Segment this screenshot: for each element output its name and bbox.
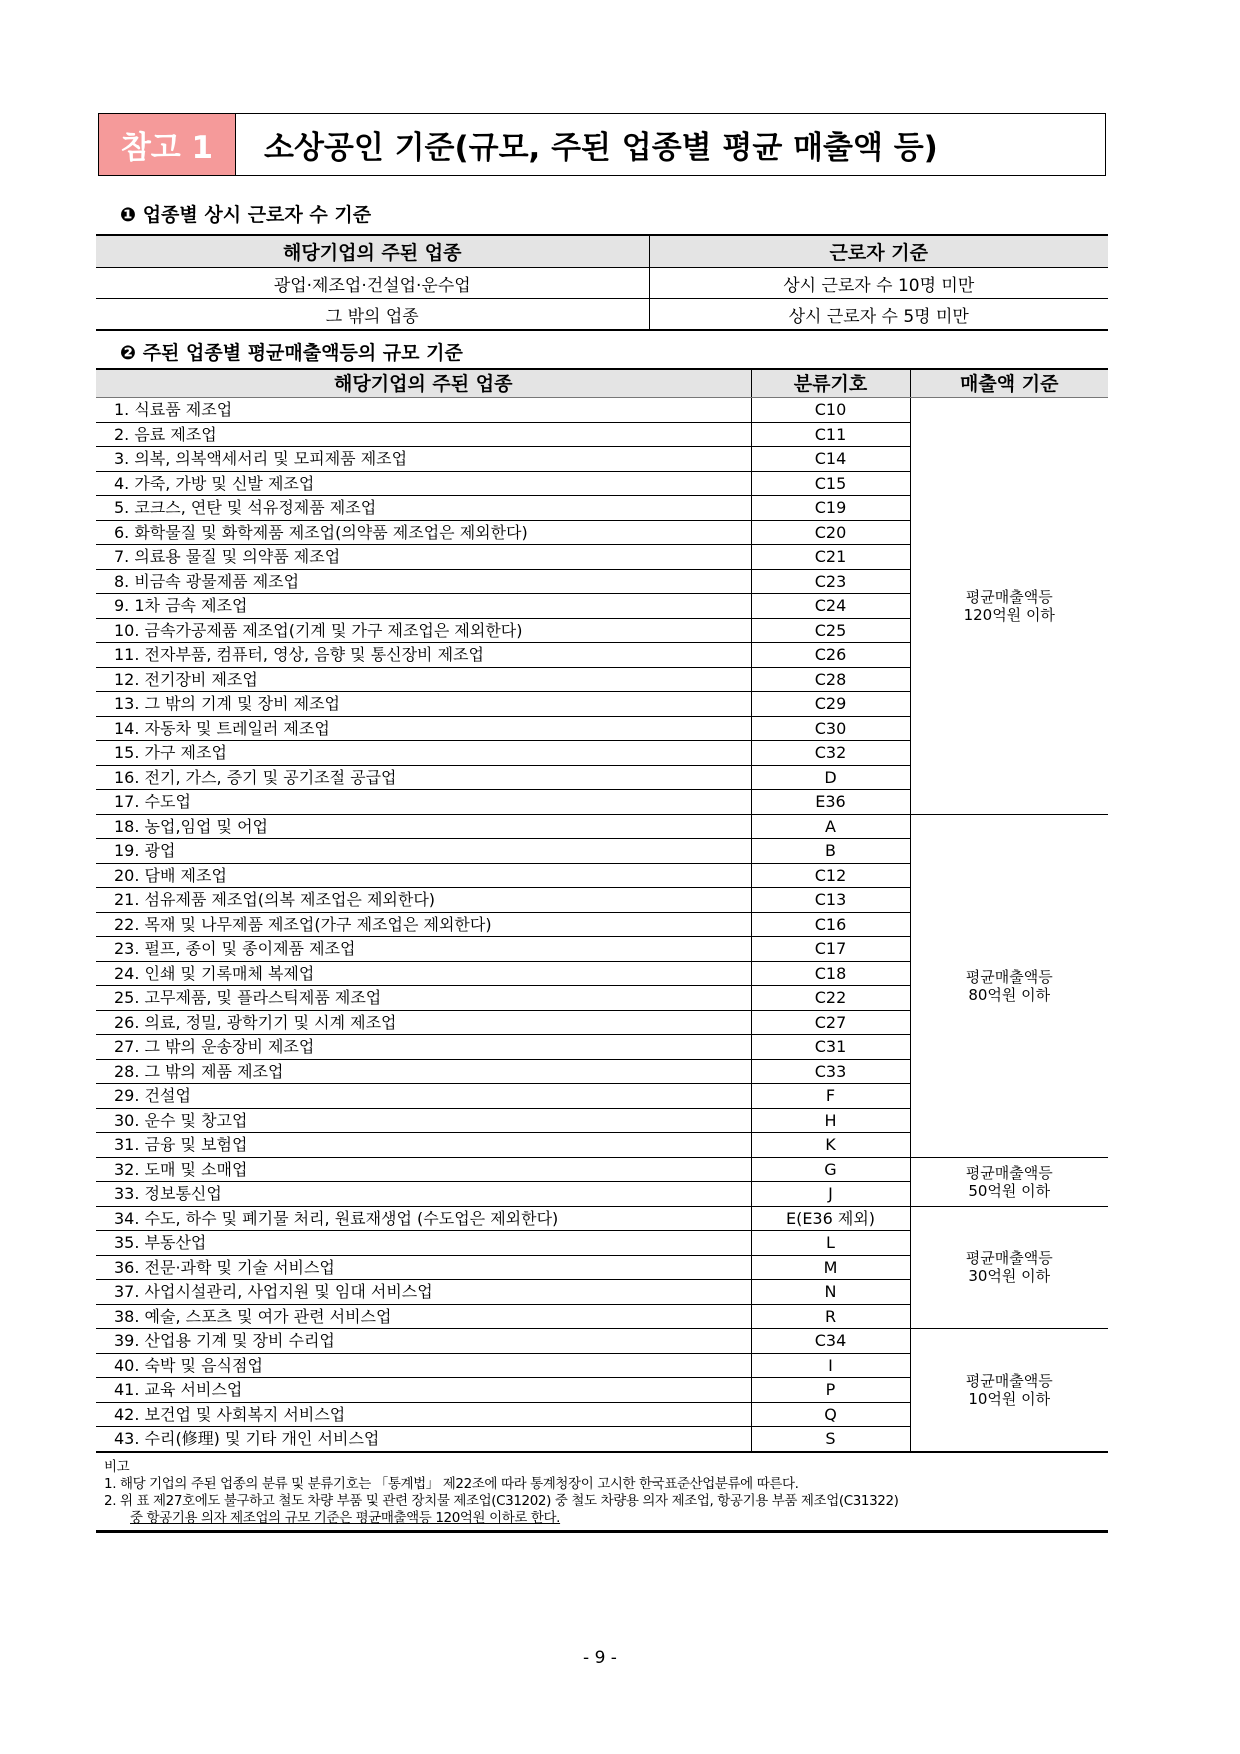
code-cell: C22 xyxy=(751,986,910,1011)
industry-cell: 31. 금융 및 보험업 xyxy=(96,1133,751,1158)
code-cell: Q xyxy=(751,1402,910,1427)
code-cell: C17 xyxy=(751,937,910,962)
code-cell: C13 xyxy=(751,888,910,913)
bottom-rule xyxy=(96,1530,1108,1533)
industry-cell: 1. 식료품 제조업 xyxy=(96,398,751,423)
code-cell: P xyxy=(751,1378,910,1403)
table-row xyxy=(96,268,1108,299)
code-cell: C10 xyxy=(751,398,910,423)
sales-criteria-cell xyxy=(910,814,1108,1157)
sales-criteria-cell xyxy=(910,1157,1108,1206)
code-cell: G xyxy=(751,1157,910,1182)
sales-criteria-cell xyxy=(910,398,1108,815)
code-cell: J xyxy=(751,1182,910,1207)
industry-cell: 22. 목재 및 나무제품 제조업(가구 제조업은 제외한다) xyxy=(96,912,751,937)
industry-cell: 18. 농업,임업 및 어업 xyxy=(96,814,751,839)
code-cell: C24 xyxy=(751,594,910,619)
code-cell: C34 xyxy=(751,1329,910,1354)
criteria-amount: 30억원 이하 xyxy=(968,1267,1051,1286)
criteria-amount: 50억원 이하 xyxy=(968,1181,1051,1200)
table-row xyxy=(96,398,1108,423)
table-header xyxy=(96,369,1108,398)
table-row xyxy=(96,1157,1108,1182)
industry-cell: 14. 자동차 및 트레일러 제조업 xyxy=(96,716,751,741)
industry-cell: 그 밖의 업종 xyxy=(96,299,649,331)
code-cell: N xyxy=(751,1280,910,1305)
code-cell: E(E36 제외) xyxy=(751,1206,910,1231)
section2-heading: ❷ 주된 업종별 평균매출액등의 규모 기준 xyxy=(120,342,463,364)
industry-cell: 19. 광업 xyxy=(96,839,751,864)
note-continuation: 중 항공기용 의자 제조업의 규모 기준은 평균매출액등 120억원 이하로 한다. xyxy=(130,1509,561,1526)
code-cell: C23 xyxy=(751,569,910,594)
industry-cell: 23. 펄프, 종이 및 종이제품 제조업 xyxy=(96,937,751,962)
code-cell: H xyxy=(751,1108,910,1133)
industry-cell: 5. 코크스, 연탄 및 석유정제품 제조업 xyxy=(96,496,751,521)
code-cell: C27 xyxy=(751,1010,910,1035)
code-cell: M xyxy=(751,1255,910,1280)
industry-cell: 광업·제조업·건설업·운수업 xyxy=(96,268,649,299)
industry-cell: 16. 전기, 가스, 증기 및 공기조절 공급업 xyxy=(96,765,751,790)
page-number: - 9 - xyxy=(583,1648,617,1668)
title-box xyxy=(98,113,1106,176)
column-header: 근로자 기준 xyxy=(649,235,1108,268)
criteria-cell: 상시 근로자 수 5명 미만 xyxy=(649,299,1108,331)
sales-criteria-cell xyxy=(910,1206,1108,1329)
industry-cell: 38. 예술, 스포츠 및 여가 관련 서비스업 xyxy=(96,1304,751,1329)
industry-cell: 28. 그 밖의 제품 제조업 xyxy=(96,1059,751,1084)
code-cell: C20 xyxy=(751,520,910,545)
code-cell: K xyxy=(751,1133,910,1158)
table-row xyxy=(96,1206,1108,1231)
code-cell: C29 xyxy=(751,692,910,717)
code-cell: I xyxy=(751,1353,910,1378)
criteria-cell: 상시 근로자 수 10명 미만 xyxy=(649,268,1108,299)
criteria-line: 평균매출액등 xyxy=(965,587,1053,606)
industry-cell: 12. 전기장비 제조업 xyxy=(96,667,751,692)
industry-cell: 40. 숙박 및 음식점업 xyxy=(96,1353,751,1378)
industry-cell: 13. 그 밖의 기계 및 장비 제조업 xyxy=(96,692,751,717)
page-title: 소상공인 기준(규모, 주된 업종별 평균 매출액 등) xyxy=(264,130,938,166)
table-row xyxy=(96,299,1108,331)
code-cell: E36 xyxy=(751,790,910,815)
notes-label: 비고 xyxy=(104,1458,130,1475)
code-cell: C14 xyxy=(751,447,910,472)
industry-cell: 42. 보건업 및 사회복지 서비스업 xyxy=(96,1402,751,1427)
table-row xyxy=(96,814,1108,839)
industry-cell: 39. 산업용 기계 및 장비 수리업 xyxy=(96,1329,751,1354)
industry-cell: 34. 수도, 하수 및 폐기물 처리, 원료재생업 (수도업은 제외한다) xyxy=(96,1206,751,1231)
code-cell: S xyxy=(751,1427,910,1452)
table-header xyxy=(96,235,1108,268)
industry-cell: 29. 건설업 xyxy=(96,1084,751,1109)
code-cell: C12 xyxy=(751,863,910,888)
table-row xyxy=(96,1329,1108,1354)
sales-section xyxy=(96,368,1108,1533)
industry-cell: 32. 도매 및 소매업 xyxy=(96,1157,751,1182)
industry-cell: 36. 전문·과학 및 기술 서비스업 xyxy=(96,1255,751,1280)
industry-cell: 9. 1차 금속 제조업 xyxy=(96,594,751,619)
column-header: 분류기호 xyxy=(751,369,910,398)
industry-cell: 41. 교육 서비스업 xyxy=(96,1378,751,1403)
code-cell: C18 xyxy=(751,961,910,986)
criteria-amount: 80억원 이하 xyxy=(968,985,1051,1004)
industry-cell: 27. 그 밖의 운송장비 제조업 xyxy=(96,1035,751,1060)
code-cell: C31 xyxy=(751,1035,910,1060)
industry-cell: 3. 의복, 의복액세서리 및 모피제품 제조업 xyxy=(96,447,751,472)
code-cell: C26 xyxy=(751,643,910,668)
code-cell: A xyxy=(751,814,910,839)
column-header: 해당기업의 주된 업종 xyxy=(96,235,649,268)
industry-cell: 8. 비금속 광물제품 제조업 xyxy=(96,569,751,594)
criteria-line: 평균매출액등 xyxy=(965,1163,1053,1182)
industry-cell: 35. 부동산업 xyxy=(96,1231,751,1256)
notes xyxy=(96,1459,1108,1527)
criteria-amount: 120억원 이하 xyxy=(963,605,1055,624)
industry-cell: 17. 수도업 xyxy=(96,790,751,815)
criteria-line: 평균매출액등 xyxy=(965,1371,1053,1390)
code-cell: F xyxy=(751,1084,910,1109)
industry-cell: 4. 가죽, 가방 및 신발 제조업 xyxy=(96,471,751,496)
code-cell: R xyxy=(751,1304,910,1329)
code-cell: C25 xyxy=(751,618,910,643)
reference-tag: 참고 1 xyxy=(99,114,236,175)
criteria-line: 평균매출액등 xyxy=(965,1249,1053,1268)
employee-criteria-table xyxy=(96,234,1108,331)
industry-cell: 25. 고무제품, 및 플라스틱제품 제조업 xyxy=(96,986,751,1011)
industry-cell: 30. 운수 및 창고업 xyxy=(96,1108,751,1133)
code-cell: C21 xyxy=(751,545,910,570)
industry-cell: 6. 화학물질 및 화학제품 제조업(의약품 제조업은 제외한다) xyxy=(96,520,751,545)
code-cell: L xyxy=(751,1231,910,1256)
industry-cell: 2. 음료 제조업 xyxy=(96,422,751,447)
industry-cell: 21. 섬유제품 제조업(의복 제조업은 제외한다) xyxy=(96,888,751,913)
industry-cell: 20. 담배 제조업 xyxy=(96,863,751,888)
code-cell: C28 xyxy=(751,667,910,692)
industry-cell: 37. 사업시설관리, 사업지원 및 임대 서비스업 xyxy=(96,1280,751,1305)
section1-heading: ❶ 업종별 상시 근로자 수 기준 xyxy=(120,204,372,226)
code-cell: B xyxy=(751,839,910,864)
code-cell: C30 xyxy=(751,716,910,741)
industry-cell: 24. 인쇄 및 기록매체 복제업 xyxy=(96,961,751,986)
industry-cell: 10. 금속가공제품 제조업(기계 및 가구 제조업은 제외한다) xyxy=(96,618,751,643)
industry-cell: 33. 정보통신업 xyxy=(96,1182,751,1207)
code-cell: C19 xyxy=(751,496,910,521)
code-cell: C15 xyxy=(751,471,910,496)
code-cell: C33 xyxy=(751,1059,910,1084)
note-item: 2. 위 표 제27호에도 불구하고 철도 차량 부품 및 관련 장치물 제조업(C31202) 중 철도 차량용 의자 제조업, 항공기용 부품 제조업(C31322) xyxy=(104,1492,899,1509)
code-cell: C32 xyxy=(751,741,910,766)
industry-cell: 7. 의료용 물질 및 의약품 제조업 xyxy=(96,545,751,570)
column-header: 해당기업의 주된 업종 xyxy=(96,369,751,398)
criteria-line: 평균매출액등 xyxy=(965,967,1053,986)
code-cell: C11 xyxy=(751,422,910,447)
criteria-amount: 10억원 이하 xyxy=(968,1389,1051,1408)
column-header: 매출액 기준 xyxy=(910,369,1108,398)
industry-cell: 26. 의료, 정밀, 광학기기 및 시계 제조업 xyxy=(96,1010,751,1035)
code-cell: C16 xyxy=(751,912,910,937)
code-cell: D xyxy=(751,765,910,790)
note-item: 1. 해당 기업의 주된 업종의 분류 및 분류기호는 「통계법」 제22조에 따라 통계청장이 고시한 한국표준산업분류에 따른다. xyxy=(104,1475,799,1492)
industry-cell: 43. 수리(修理) 및 기타 개인 서비스업 xyxy=(96,1427,751,1452)
industry-cell: 11. 전자부품, 컴퓨터, 영상, 음향 및 통신장비 제조업 xyxy=(96,643,751,668)
sales-criteria-cell xyxy=(910,1329,1108,1452)
industry-cell: 15. 가구 제조업 xyxy=(96,741,751,766)
sales-criteria-table xyxy=(96,368,1108,1453)
